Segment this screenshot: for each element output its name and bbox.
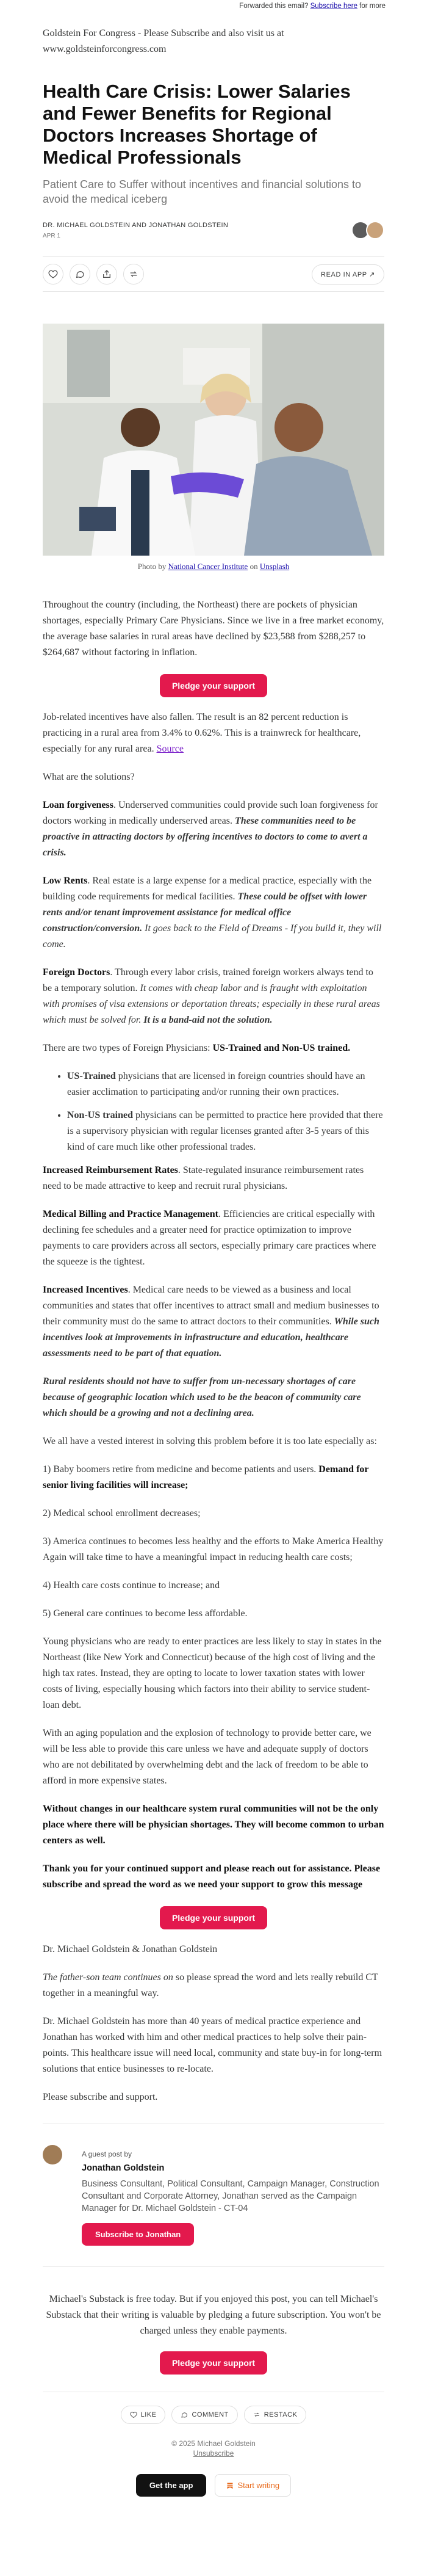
image-caption: Photo by National Cancer Institute on Unsplash <box>137 562 290 571</box>
guest-name[interactable]: Jonathan Goldstein <box>82 2163 165 2173</box>
restack-icon[interactable] <box>123 264 144 285</box>
guest-label: A guest post by <box>82 2150 132 2158</box>
unsplash-link[interactable]: Unsplash <box>259 562 290 571</box>
comment-button[interactable]: COMMENT <box>171 2406 237 2424</box>
unsubscribe-link[interactable]: Unsubscribe <box>193 2449 234 2458</box>
subscribe-here-link[interactable]: Subscribe here <box>310 2 357 10</box>
author-names[interactable]: DR. MICHAEL GOLDSTEIN AND JONATHAN GOLDSTEIN <box>43 221 229 229</box>
restack-button[interactable]: RESTACK <box>244 2406 307 2424</box>
forward-suffix: for more <box>359 2 386 10</box>
paragraph: Foreign Doctors. Through every labor crisis, trained foreign workers always tend to be a temporary solution. It comes with cheap labor and is fraught with exploitation with promises of visa extensions or deportation threats; especially in these rural areas which must be solved for. It is a band-aid not the solution. <box>43 967 380 1025</box>
pledge-block <box>43 674 384 697</box>
photographer-link[interactable]: National Cancer Institute <box>168 562 248 571</box>
subscribe-jonathan-button[interactable]: Subscribe to Jonathan <box>82 2223 194 2246</box>
start-writing-button[interactable]: Start writing <box>215 2474 291 2497</box>
comment-icon[interactable] <box>70 264 90 285</box>
footer-copyright: © 2025 Michael Goldstein Unsubscribe <box>43 2439 384 2458</box>
heart-icon <box>130 2411 137 2418</box>
paragraph: Thank you for your continued support and please reach out for assistance. Please subscribe and spread the word as we need your support to grow this message <box>43 1863 381 1890</box>
substack-logo-icon <box>226 2482 234 2489</box>
paragraph: Young physicians who are ready to enter practices are less likely to stay in states in the Northeast (like New York and Connecticut) because of the high cost of living and the high tax rates. Instead, they are opting to locate to lower taxation states with lower costs of living, especially housing which factors into their ability to service student-loan debt. <box>43 1636 382 1710</box>
source-link[interactable]: Source <box>156 744 184 754</box>
paragraph: Increased Reimbursement Rates. State-regulated insurance reimbursement rates need to be made attractive to keep and recruit rural physicians. <box>43 1165 364 1191</box>
list-item: • Non-US trained physicians can be permitted to practice here provided that there is a supervisory physician with regular licenses granted after 3-5 years of this kind of care much like other professional trades. <box>67 1108 384 1155</box>
pledge-support-button[interactable]: Pledge your support <box>160 2351 267 2375</box>
paragraph: Please subscribe and support. <box>43 2092 158 2102</box>
pledge-support-button[interactable]: Pledge your support <box>160 1906 267 1929</box>
hero-image <box>43 324 384 556</box>
post-column <box>43 26 384 2497</box>
paragraph: We all have a vested interest in solving this problem before it is too late especially as: <box>43 1436 377 1446</box>
paragraph: 1) Baby boomers retire from medicine and become patients and users. Demand for senior living facilities will increase; <box>43 1464 369 1490</box>
paragraph: Without changes in our healthcare system rural communities will not be the only place where there will be physician shortages. They will become common to urban centers as well. <box>43 1804 384 1846</box>
physician-types-list <box>43 1068 384 1155</box>
paragraph: 2) Medical school enrollment decreases; <box>43 1508 201 1518</box>
app-buttons <box>43 2474 384 2497</box>
pledge-support-button[interactable]: Pledge your support <box>160 674 267 697</box>
paragraph: There are two types of Foreign Physicians: US-Trained and Non-US trained. <box>43 1043 351 1053</box>
post-subtitle: Patient Care to Suffer without incentives and financial solutions to avoid the medical iceberg <box>43 178 361 205</box>
read-in-app-button[interactable]: READ IN APP ↗ <box>312 264 384 285</box>
divider <box>43 2266 384 2267</box>
paragraph: Throughout the country (including, the Northeast) there are pockets of physician shortages, especially Primary Care Physicians. Since we live in a free market economy, the average base salaries in rural areas have declined by $23,588 from $288,257 to $264,687 without factoring in inflation. <box>43 600 384 658</box>
author-avatars[interactable] <box>351 221 384 239</box>
post-title[interactable]: Health Care Crisis: Lower Salaries and Fewer Benefits for Regional Doctors Increases Shortage of Medical Professionals <box>43 81 351 168</box>
guest-author-card <box>43 2145 384 2246</box>
paragraph: Loan forgiveness. Underserved communities could provide such loan forgiveness for doctors working in medically underserved areas. These communities need to be proactive in attracting doctors by offering incentives to doctors to come to avert a crisis. <box>43 800 378 858</box>
list-item: • US-Trained physicians that are licensed in foreign countries should have an easier acclimation to participating and/or running their own practices. <box>67 1068 384 1100</box>
paragraph: Increased Incentives. Medical care needs to be viewed as a business and local communities and states that offer incentives to attract small and medium businesses to their community must do the same to attract doctors to their communities. While such incentives look at improvements in infrastructure and education, healthcare assessments need to be part of that equation. <box>43 1285 379 1359</box>
paragraph: Low Rents. Real estate is a large expense for a medical practice, especially with the building code requirements for medical facilities. These could be offset with lower rents and/or tenant improvement assistance for medical office construction/conversion. It goes back to the Field of Dreams - If you build it, they will come. <box>43 876 382 949</box>
guest-bio: Business Consultant, Political Consultant, Campaign Manager, Construction Consultant and Corporate Attorney, Jonathan served as the Campaign Manager for Dr. Michael Goldstein - CT-04 <box>82 2179 379 2213</box>
like-button[interactable]: LIKE <box>121 2406 166 2424</box>
post-date: APR 1 <box>43 232 60 239</box>
closing-text: Michael's Substack is free today. But if you enjoyed this post, you can tell Michael's Substack that their writing is valuable by pledging a future subscription. You won't be charged unless they enable payments. <box>46 2294 381 2336</box>
paragraph: What are the solutions? <box>43 772 135 782</box>
paragraph: 4) Health care costs continue to increase; and <box>43 1580 220 1591</box>
heart-icon[interactable] <box>43 264 63 285</box>
paragraph: Medical Billing and Practice Management. Efficiencies are critical especially with declining fee schedules and a greater need for practice optimization to improve payments to care providers across all sectors, especially primary care practices where the squeeze is the tightest. <box>43 1209 376 1267</box>
comment-icon <box>181 2411 188 2418</box>
paragraph: The father-son team continues on so please spread the word and lets really rebuild CT together in a meaningful way. <box>43 1972 378 1998</box>
signature: Dr. Michael Goldstein & Jonathan Goldstein <box>43 1944 218 1954</box>
avatar[interactable] <box>43 2145 62 2164</box>
avatar[interactable] <box>366 221 384 239</box>
paragraph: 3) America continues to becomes less healthy and the efforts to Make America Healthy Again will take time to have a meaningful impact in reducing health care costs; <box>43 1536 384 1562</box>
paragraph: Job-related incentives have also fallen. The result is an 82 percent reduction is practicing in a rural area from 3.4% to 0.62%. This is a trainwreck for healthcare, especially for any rural area. Source <box>43 712 361 754</box>
intro-line: Goldstein For Congress - Please Subscribe and also visit us at www.goldsteinforcongress.com <box>43 28 284 54</box>
paragraph: 5) General care continues to become less affordable. <box>43 1608 248 1619</box>
footer-actions <box>43 2406 384 2424</box>
pledge-block <box>43 1906 384 1929</box>
paragraph: Rural residents should not have to suffer from un-necessary shortages of care because of geographic location which used to be the beacon of community care which should be a growing and not a declining area. <box>43 1376 361 1418</box>
paragraph: With an aging population and the explosion of technology to provide better care, we will be less able to provide this care unless we have and adequate supply of doctors who are not debilitated by overwhelming debt and the lack of freedom to be able to afford in more expensive states. <box>43 1728 371 1786</box>
paragraph: Dr. Michael Goldstein has more than 40 years of medical practice experience and Jonathan has worked with him and other medical practices to help solve their pain-points. This healthcare issue will need local, community and state buy-in for long-term solutions that entice businesses to re-locate. <box>43 2016 382 2074</box>
get-app-button[interactable]: Get the app <box>136 2474 207 2497</box>
post-actions <box>43 256 384 292</box>
pledge-block <box>43 2351 384 2375</box>
share-icon[interactable] <box>96 264 117 285</box>
forward-bar <box>0 0 427 13</box>
byline <box>43 217 384 243</box>
restack-icon <box>253 2411 260 2418</box>
forward-text: Forwarded this email? <box>239 2 309 10</box>
